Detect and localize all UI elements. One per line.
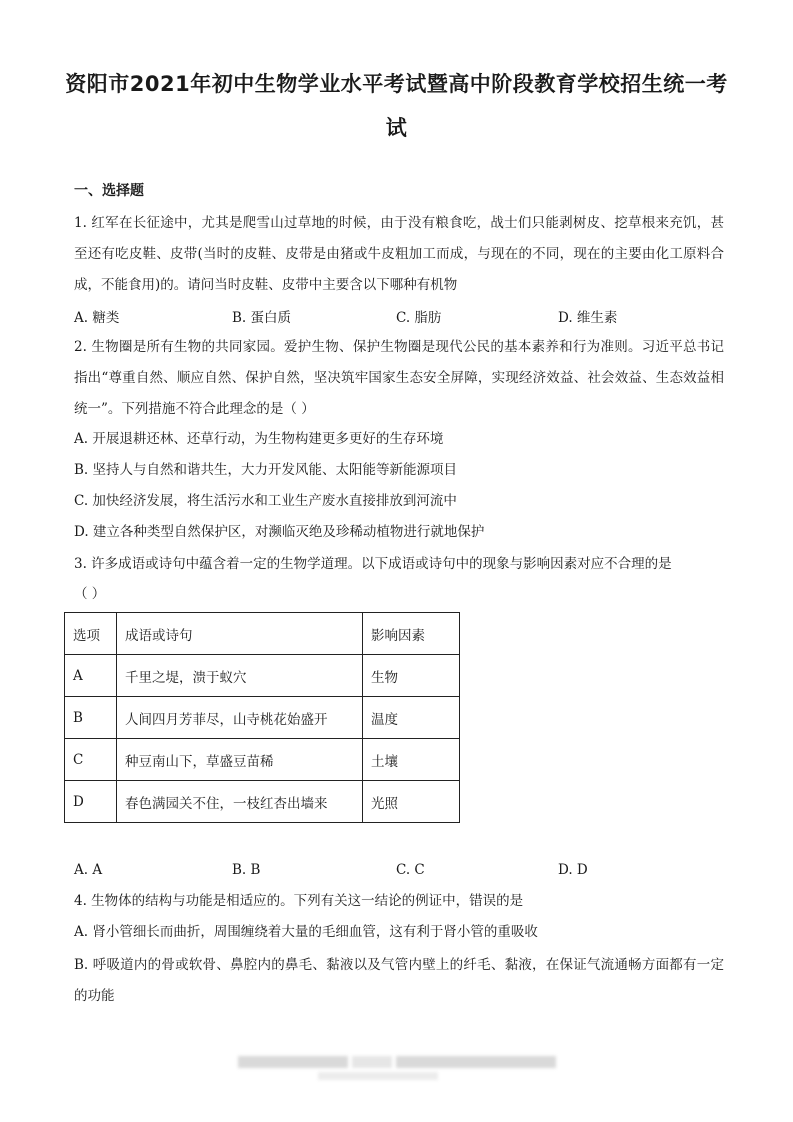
page-title: 资阳市2021年初中生物学业水平考试暨高中阶段教育学校招生统一考试: [65, 72, 728, 140]
question-1-options: [74, 306, 724, 330]
q1-option-c[interactable]: C. 脂肪: [396, 310, 442, 326]
question-3-stem: 3. 许多成语或诗句中蕴含着一定的生物学道理。以下成语或诗句中的现象与影响因素对应不合理的是: [74, 556, 672, 572]
q1-option-b[interactable]: B. 蛋白质: [232, 310, 292, 326]
q2-option-a[interactable]: A. 开展退耕还林、还草行动，为生物构建更多更好的生存环境: [74, 431, 444, 447]
table-cell: 生物: [363, 655, 460, 697]
table-row: [65, 781, 460, 823]
q3-option-b[interactable]: B. B: [232, 862, 261, 878]
table-header-row: [65, 613, 460, 655]
question-2-stem: 2. 生物圈是所有生物的共同家园。爱护生物、保护生物圈是现代公民的基本素养和行为准则。习近平总书记指出“尊重自然、顺应自然、保护自然，坚决筑牢国家生态安全屏障，实现经济效益、社会效益、生态效益相统一”。下列措施不符合此理念的是（ ）: [74, 339, 724, 417]
table-row: [65, 739, 460, 781]
table-header-cell: 选项: [65, 613, 117, 655]
q2-option-c[interactable]: C. 加快经济发展，将生活污水和工业生产废水直接排放到河流中: [74, 493, 457, 509]
question-3-paren: （ ）: [74, 586, 106, 602]
table-row: [65, 697, 460, 739]
q4-option-b[interactable]: B. 呼吸道内的骨或软骨、鼻腔内的鼻毛、黏液以及气管内壁上的纤毛、黏液，在保证气流通畅方面都有一定的功能: [74, 957, 724, 1004]
table-cell: D: [65, 781, 117, 823]
table-header-cell: 成语或诗句: [117, 613, 363, 655]
table-cell: C: [65, 739, 117, 781]
table-cell: 种豆南山下，草盛豆苗稀: [117, 739, 363, 781]
table-cell: 温度: [363, 697, 460, 739]
table-cell: 土壤: [363, 739, 460, 781]
q4-option-a[interactable]: A. 肾小管细长而曲折，周围缠绕着大量的毛细血管，这有利于肾小管的重吸收: [74, 924, 538, 940]
q3-option-c[interactable]: C. C: [396, 862, 425, 878]
question-1-stem: 1. 红军在长征途中，尤其是爬雪山过草地的时候，由于没有粮食吃，战士们只能剥树皮、挖草根来充饥，甚至还有吃皮鞋、皮带(当时的皮鞋、皮带是由猪或牛皮粗加工而成，与现在的不同，现在的主要由化工原料合成，不能食用)的。请问当时皮鞋、皮带中主要含以下哪种有机物: [74, 215, 724, 293]
table-header-cell: 影响因素: [363, 613, 460, 655]
table-cell: 春色满园关不住，一枝红杏出墙来: [117, 781, 363, 823]
q3-option-d[interactable]: D. D: [558, 862, 588, 878]
q1-option-a[interactable]: A. 糖类: [74, 310, 120, 326]
table-cell: 光照: [363, 781, 460, 823]
section-heading: 一、选择题: [74, 183, 144, 199]
q1-option-d[interactable]: D. 维生素: [558, 310, 618, 326]
table-cell: 千里之堤，溃于蚁穴: [117, 655, 363, 697]
q3-option-a[interactable]: A. A: [74, 862, 103, 878]
q2-option-b[interactable]: B. 坚持人与自然和谐共生，大力开发风能、太阳能等新能源项目: [74, 462, 458, 478]
table-cell: B: [65, 697, 117, 739]
q2-option-d[interactable]: D. 建立各种类型自然保护区，对濒临灭绝及珍稀动植物进行就地保护: [74, 524, 485, 540]
table-cell: A: [65, 655, 117, 697]
question-3-options: [74, 862, 724, 886]
question-4-stem: 4. 生物体的结构与功能是相适应的。下列有关这一结论的例证中，错误的是: [74, 893, 524, 909]
table-row: [65, 655, 460, 697]
question-3-table: [64, 612, 460, 823]
table-cell: 人间四月芳菲尽，山寺桃花始盛开: [117, 697, 363, 739]
